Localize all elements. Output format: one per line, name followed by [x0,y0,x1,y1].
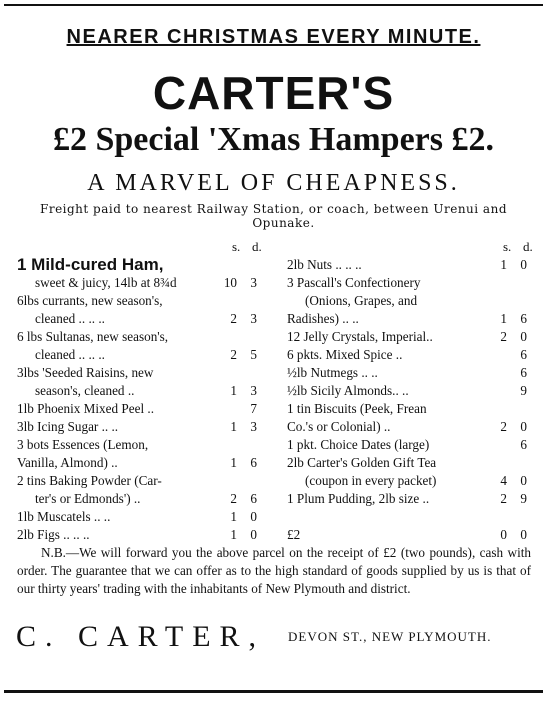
item-description: 6lbs currants, new season's, [17,293,163,308]
price-row [17,310,273,328]
price-row [17,400,273,418]
left-col-shillings-header: s. [232,239,241,254]
hamper-title: £2 Special 'Xmas Hampers £2. [52,121,495,158]
left-price-list [17,256,273,544]
price-row [17,274,273,292]
item-description: ½lb Sicily Almonds.. .. [287,383,409,398]
item-description: Radishes) .. .. [287,311,359,326]
price-row [287,400,537,418]
item-description: ½lb Nutmegs .. .. [287,365,378,380]
item-pence: 0 [520,329,527,344]
price-row [287,454,537,472]
item-shillings: 2 [230,311,237,326]
price-row [287,418,537,436]
signature-line [16,620,536,653]
price-row [17,328,273,346]
price-row [287,328,537,346]
price-row [287,346,537,364]
item-description: 6 lbs Sultanas, new season's, [17,329,169,344]
item-description: £2 [287,527,301,542]
item-shillings: 10 [223,275,237,290]
price-row [287,490,537,508]
price-row [17,472,273,490]
item-description: 12 Jelly Crystals, Imperial.. [287,329,433,344]
item-pence: 6 [250,491,257,506]
price-row [287,364,537,382]
price-row [287,292,537,310]
item-description: 6 pkts. Mixed Spice .. [287,347,403,362]
right-price-list [287,256,537,544]
item-shillings: 1 [230,419,237,434]
item-shillings: 2 [500,491,507,506]
item-shillings: 4 [500,473,507,488]
item-shillings: 2 [500,329,507,344]
item-description: cleaned .. .. .. [35,347,105,362]
price-row [17,454,273,472]
item-description: 2 tins Baking Powder (Car- [17,473,162,488]
item-pence: 3 [250,275,257,290]
item-description: season's, cleaned .. [35,383,135,398]
right-col-pence-header: d. [523,239,533,254]
item-description: (coupon in every packet) [305,473,437,488]
price-row [287,310,537,328]
item-shillings: 1 [500,311,507,326]
price-row [287,274,537,292]
price-row [287,436,537,454]
item-description: 1lb Phoenix Mixed Peel .. [17,401,154,416]
freight-note [0,202,547,230]
item-description: 1 tin Biscuits (Peek, Frean [287,401,427,416]
item-pence: 0 [250,527,257,542]
item-description: 2lb Figs .. .. .. [17,527,90,542]
item-description: 1 Mild-cured Ham, [17,255,164,274]
item-pence: 3 [250,311,257,326]
item-shillings: 1 [230,383,237,398]
price-row [17,418,273,436]
item-pence: 5 [250,347,257,362]
item-shillings: 0 [500,527,507,542]
item-pence: 3 [250,383,257,398]
price-row [17,490,273,508]
freight-line-1: Freight paid to nearest Railway Station, or coach, between Urenui and [40,202,507,216]
price-row [17,256,273,274]
item-pence: 6 [520,365,527,380]
freight-line-2: Opunake. [252,216,315,230]
item-description: Vanilla, Almond) .. [17,455,118,470]
price-row [17,436,273,454]
item-pence: 0 [520,527,527,542]
signature: C. CARTER, [16,620,266,653]
item-description: 3lb Icing Sugar .. .. [17,419,119,434]
item-shillings: 2 [230,347,237,362]
right-col-shillings-header: s. [503,239,512,254]
item-description: 2lb Carter's Golden Gift Tea [287,455,437,470]
merchant-name: CARTER'S [152,67,395,119]
price-row [287,526,537,544]
item-description: 1 pkt. Choice Dates (large) [287,437,430,452]
item-shillings: 2 [500,419,507,434]
item-description: 3 Pascall's Confectionery [287,275,421,290]
top-rule [4,4,543,6]
address: DEVON ST., NEW PLYMOUTH. [288,629,492,644]
tagline: A MARVEL OF CHEAPNESS. [87,170,460,196]
price-row [17,382,273,400]
item-description: Co.'s or Colonial) .. [287,419,391,434]
banner-headline: NEARER CHRISTMAS EVERY MINUTE. [66,26,481,48]
nota-bene-text: N.B.—We will forward you the above parcel on the receipt of £2 (two pounds), cash with order. The guarantee that we can offer as to the high standard of goods supplied by us is that of our thirty years' trading with the inhabitants of New Plymouth and district. [17,545,531,596]
item-shillings: 1 [230,527,237,542]
item-description: sweet & juicy, 14lb at 8¾d [35,275,177,290]
item-pence: 9 [520,491,527,506]
item-description: 2lb Nuts .. .. .. [287,257,362,272]
nota-bene [17,544,531,598]
item-pence: 0 [520,419,527,434]
item-pence: 0 [520,257,527,272]
item-shillings: 1 [230,509,237,524]
bottom-rule [4,690,543,693]
price-row [17,346,273,364]
item-pence: 7 [250,401,257,416]
item-description: 1lb Muscatels .. .. [17,509,111,524]
item-pence: 6 [520,347,527,362]
item-description: 1 Plum Pudding, 2lb size .. [287,491,430,506]
item-shillings: 2 [230,491,237,506]
item-description: (Onions, Grapes, and [305,293,418,308]
item-pence: 6 [520,311,527,326]
item-description: cleaned .. .. .. [35,311,105,326]
price-row [17,364,273,382]
item-description: 3 bots Essences (Lemon, [17,437,149,452]
item-pence: 9 [520,383,527,398]
item-shillings: 1 [500,257,507,272]
item-description: ter's or Edmonds') .. [35,491,141,506]
item-pence: 6 [520,437,527,452]
price-row [17,292,273,310]
price-row [17,526,273,544]
item-pence: 6 [250,455,257,470]
item-pence: 0 [250,509,257,524]
price-row [287,508,537,526]
price-row [287,256,537,274]
item-shillings: 1 [230,455,237,470]
item-description: 3lbs 'Seeded Raisins, new [17,365,154,380]
price-row [287,472,537,490]
left-col-pence-header: d. [252,239,262,254]
price-row [287,382,537,400]
item-pence: 0 [520,473,527,488]
price-row [17,508,273,526]
item-pence: 3 [250,419,257,434]
